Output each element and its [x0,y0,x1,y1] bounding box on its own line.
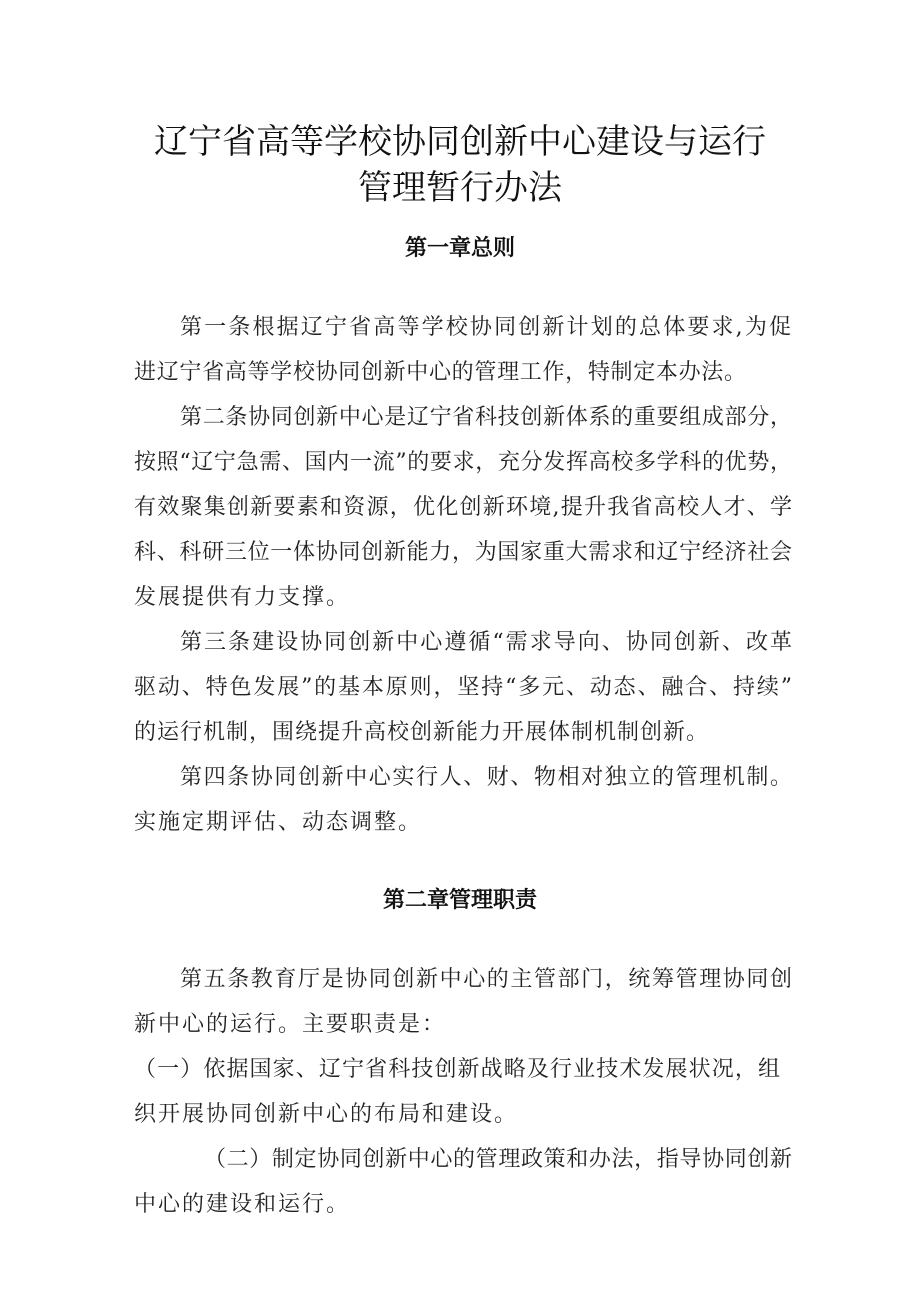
article-4-line-1: 第四条协同创新中心实行人、财、物相对独立的管理机制。 [180,765,792,790]
item-2-line-2: 中心的建设和运行。 [134,1192,351,1217]
article-3-line-2: 驱动、特色发展”的基本原则，坚持“多元、动态、融合、持续” [134,675,792,700]
document-title-line-2: 管理暂行办法 [358,168,562,208]
item-1-line-1: （一）依据国家、辽宁省科技创新战略及行业技术发展状况，组 [134,1057,780,1082]
article-1-line-2: 进辽宁省高等学校协同创新中心的管理工作，特制定本办法。 [134,360,746,385]
article-4-line-2: 实施定期评估、动态调整。 [134,810,423,835]
item-1-line-2: 织开展协同创新中心的布局和建设。 [134,1102,519,1127]
article-5-line-2: 新中心的运行。主要职责是： [134,1012,447,1037]
item-2-line-1: （二）制定协同创新中心的管理政策和办法，指导协同创新 [204,1147,792,1172]
document-title-line-1: 辽宁省高等学校协同创新中心建设与运行 [154,122,766,162]
article-3-line-1: 第三条建设协同创新中心遵循“需求导向、协同创新、改革 [180,630,792,655]
article-2-line-1: 第二条协同创新中心是辽宁省科技创新体系的重要组成部分， [180,405,792,430]
article-2-line-2: 按照“辽宁急需、国内一流”的要求，充分发挥高校多学科的优势， [134,450,792,475]
article-2-line-5: 发展提供有力支撑。 [134,585,351,610]
article-5-line-1: 第五条教育厅是协同创新中心的主管部门，统筹管理协同创 [180,967,792,992]
article-3-line-3: 的运行机制，围绕提升高校创新能力开展体制机制创新。 [134,720,710,745]
article-2-line-3: 有效聚集创新要素和资源，优化创新环境,提升我省高校人才、学 [134,495,792,520]
chapter-1-heading: 第一章总则 [404,236,515,261]
article-2-line-4: 科、科研三位一体协同创新能力，为国家重大需求和辽宁经济社会 [134,540,792,565]
chapter-2-heading: 第二章管理职责 [382,888,537,913]
article-1-line-1: 第一条根据辽宁省高等学校协同创新计划的总体要求,为促 [180,315,792,340]
